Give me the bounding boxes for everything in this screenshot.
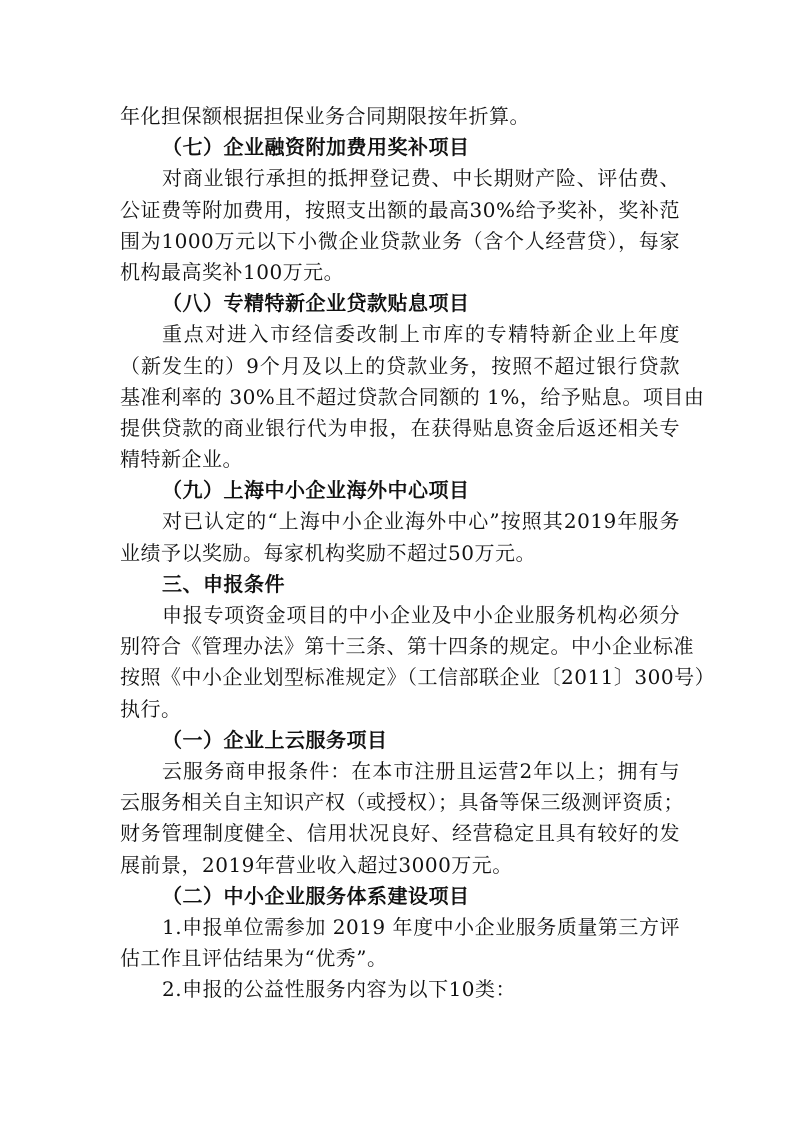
paragraph-line: 别符合《管理办法》第十三条、第十四条的规定。中小企业标准	[120, 634, 694, 659]
section-heading-2: （二）中小企业服务体系建设项目	[162, 883, 470, 908]
paragraph-line: 对商业银行承担的抵押登记费、中长期财产险、评估费、	[162, 166, 680, 191]
paragraph-line: 2.申报的公益性服务内容为以下10类：	[162, 977, 517, 1002]
section-heading-7: （七）企业融资附加费用奖补项目	[162, 135, 470, 160]
paragraph-line: 执行。	[120, 696, 182, 721]
paragraph-line: 业绩予以奖励。每家机构奖励不超过50万元。	[120, 540, 536, 565]
paragraph-line: 对已认定的“上海中小企业海外中心”按照其2019年服务	[162, 509, 680, 534]
paragraph-line: 围为1000万元以下小微企业贷款业务（含个人经营贷），每家	[120, 228, 680, 253]
paragraph-line: 基准利率的 30%且不超过贷款合同额的 1%，给予贴息。项目由	[120, 384, 705, 409]
paragraph-line: 1.申报单位需参加 2019 年度中小企业服务质量第三方评	[162, 914, 680, 939]
paragraph-line: （新发生的）9个月及以上的贷款业务，按照不超过银行贷款	[120, 353, 680, 378]
paragraph-line: 展前景，2019年营业收入超过3000万元。	[120, 852, 513, 877]
paragraph-line: 云服务相关自主知识产权（或授权）；具备等保三级测评资质；	[120, 790, 684, 815]
paragraph-line: 公证费等附加费用，按照支出额的最高30%给予奖补，奖补范	[120, 197, 680, 222]
paragraph-line: 机构最高奖补100万元。	[120, 259, 345, 284]
document-body	[120, 101, 716, 1005]
paragraph-line: 财务管理制度健全、信用状况良好、经营稳定且具有较好的发	[120, 821, 680, 846]
paragraph-line: 估工作且评估结果为“优秀”。	[120, 946, 388, 971]
paragraph-line: 重点对进入市经信委改制上市库的专精特新企业上年度	[162, 322, 680, 347]
chapter-heading-application-conditions: 三、申报条件	[162, 571, 285, 596]
paragraph-line: 云服务商申报条件：在本市注册且运营2年以上；拥有与	[162, 758, 680, 783]
section-heading-8: （八）专精特新企业贷款贴息项目	[162, 291, 470, 316]
section-heading-9: （九）上海中小企业海外中心项目	[162, 478, 470, 503]
paragraph-line: 申报专项资金项目的中小企业及中小企业服务机构必须分	[162, 603, 680, 627]
section-heading-1: （一）企业上云服务项目	[162, 727, 388, 752]
paragraph-line: 提供贷款的商业银行代为申报，在获得贴息资金后返还相关专	[120, 415, 680, 440]
paragraph-line: 精特新企业。	[120, 447, 243, 472]
paragraph-line: 按照《中小企业划型标准规定》（工信部联企业〔2011〕300号）	[120, 665, 716, 690]
paragraph-line: 年化担保额根据担保业务合同期限按年折算。	[120, 104, 530, 128]
